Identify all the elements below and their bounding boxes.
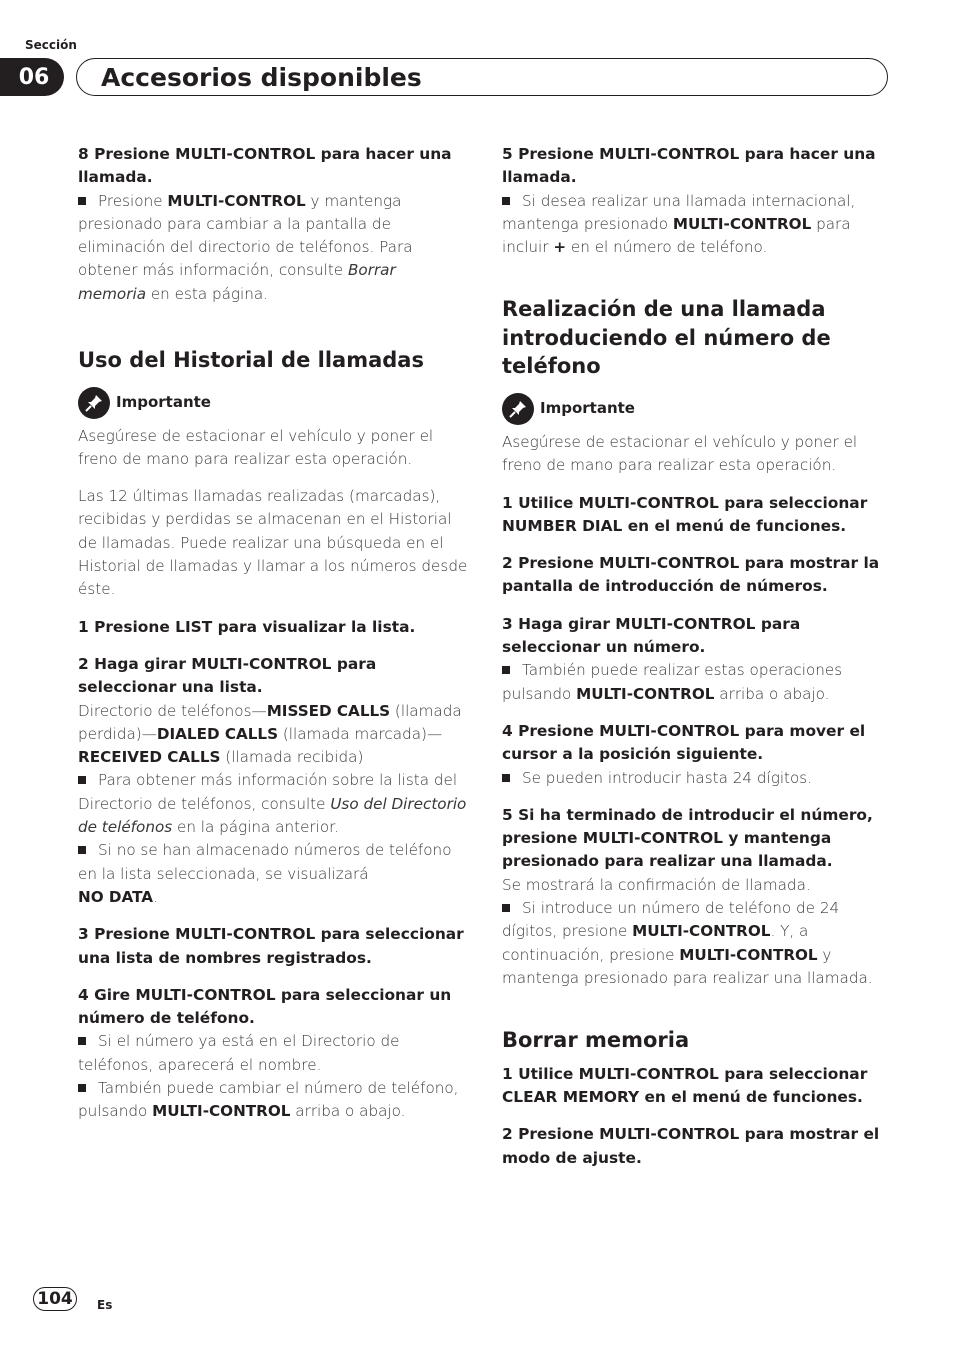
heading-historial: Uso del Historial de llamadas (78, 348, 424, 373)
step-5-title: 5 Presione MULTI-CONTROL para hacer una llamada. (502, 145, 876, 187)
bullet-icon (78, 1037, 86, 1045)
step-4-title: 4 Gire MULTI-CONTROL para seleccionar un número de teléfono. (78, 985, 452, 1028)
important-notice (502, 393, 892, 425)
page-number: 104 (33, 1287, 77, 1311)
step-4-note-1: Si el número ya está en el Directorio de teléfonos, aparecerá el nombre. (78, 1032, 400, 1074)
pin-icon (502, 393, 534, 425)
important-notice (78, 387, 468, 419)
r-step-3-note: También puede realizar estas operaciones pulsando MULTI-CONTROL arriba o abajo. (502, 661, 843, 703)
step-4-note-2: También puede cambiar el número de teléfono, pulsando MULTI-CONTROL arriba o abajo. (78, 1079, 459, 1121)
step-2-body: Directorio de teléfonos—MISSED CALLS (llamada perdida)—DIALED CALLS (llamada marcada)—RECEIVED CALLS (llamada recibida) (78, 701, 462, 767)
important-label: Importante (116, 392, 211, 411)
important-label: Importante (540, 399, 635, 418)
link-directorio[interactable]: Uso del Directorio de teléfonos (78, 794, 467, 837)
r-step-1-title: 1 Utilice MULTI-CONTROL para seleccionar NUMBER DIAL en el menú de funciones. (502, 493, 868, 535)
warning-text: Asegúrese de estacionar el vehículo y poner el freno de mano para realizar esta operación. (78, 426, 434, 468)
r-step-3-title: 3 Haga girar MULTI-CONTROL para seleccionar un número. (502, 614, 801, 657)
bullet-icon (502, 666, 510, 674)
r-step-2-title: 2 Presione MULTI-CONTROL para mostrar la pantalla de introducción de números. (502, 554, 880, 596)
page-title (76, 58, 888, 96)
pin-icon (78, 387, 110, 419)
heading-borrar: Borrar memoria (502, 1028, 690, 1053)
step-2-note-1: Para obtener más información sobre la lista del Directorio de teléfonos, consulte Uso del Directorio de teléfonos en la página anterior. (78, 771, 467, 837)
step-5-note: Si desea realizar una llamada internacional, mantenga presionado MULTI-CONTROL para incluir + en el número de teléfono. (502, 191, 856, 257)
step-2-title: 2 Haga girar MULTI-CONTROL para seleccionar una lista. (78, 654, 377, 697)
bullet-icon (502, 904, 510, 912)
bullet-icon (78, 776, 86, 784)
step-1-title: 1 Presione LIST para visualizar la lista. (78, 617, 416, 636)
r-step-4-note: Se pueden introducir hasta 24 dígitos. (502, 767, 892, 790)
right-column (502, 143, 892, 1170)
step-8-note: Presione MULTI-CONTROL y mantenga presionado para cambiar a la pantalla de eliminación del directorio de teléfonos. Para obtener más información, consulte Borrar memoria en esta página. (78, 191, 413, 303)
step-2-note-2: Si no se han almacenado números de teléfono en la lista seleccionada, se visualizará NO DATA. (78, 841, 452, 906)
intro-text: Las 12 últimas llamadas realizadas (marcadas), recibidas y perdidas se almacenan en el Historial de llamadas. Puede realizar una búsqueda en el Historial de llamadas y llamar a los números desde éste. (78, 487, 468, 599)
language-label: Es (97, 1298, 113, 1312)
r-step-5-note: Si introduce un número de teléfono de 24 dígitos, presione MULTI-CONTROL. Y, a continuación, presione MULTI-CONTROL y mantenga presionado para realizar una llamada. (502, 899, 873, 987)
bullet-icon (502, 197, 510, 205)
left-column (78, 143, 468, 1124)
b-step-1-title: 1 Utilice MULTI-CONTROL para seleccionar CLEAR MEMORY en el menú de funciones. (502, 1064, 868, 1107)
step-3-title: 3 Presione MULTI-CONTROL para seleccionar una lista de nombres registrados. (78, 925, 464, 967)
bullet-icon (78, 846, 86, 854)
section-label: Sección (25, 38, 77, 52)
bullet-icon (78, 1084, 86, 1092)
page-title-text: Accesorios disponibles (101, 62, 422, 92)
b-step-2-title: 2 Presione MULTI-CONTROL para mostrar el modo de ajuste. (502, 1125, 880, 1167)
r-step-4-title: 4 Presione MULTI-CONTROL para mover el cursor a la posición siguiente. (502, 721, 866, 764)
step-8-title: 8 Presione MULTI-CONTROL para hacer una llamada. (78, 145, 452, 187)
r-step-5-body: Se mostrará la confirmación de llamada. (502, 875, 811, 894)
r-step-5-title: 5 Si ha terminado de introducir el número, presione MULTI-CONTROL y mantenga presionado para realizar una llamada. (502, 805, 873, 871)
heading-realizacion: Realización de una llamada introduciendo el número de teléfono (502, 297, 831, 379)
warning-text: Asegúrese de estacionar el vehículo y poner el freno de mano para realizar esta operación. (502, 432, 858, 475)
bullet-icon (502, 774, 510, 782)
bullet-icon (78, 197, 86, 205)
link-borrar-memoria[interactable]: Borrar memoria (78, 261, 396, 303)
section-number-badge: 06 (0, 58, 64, 96)
